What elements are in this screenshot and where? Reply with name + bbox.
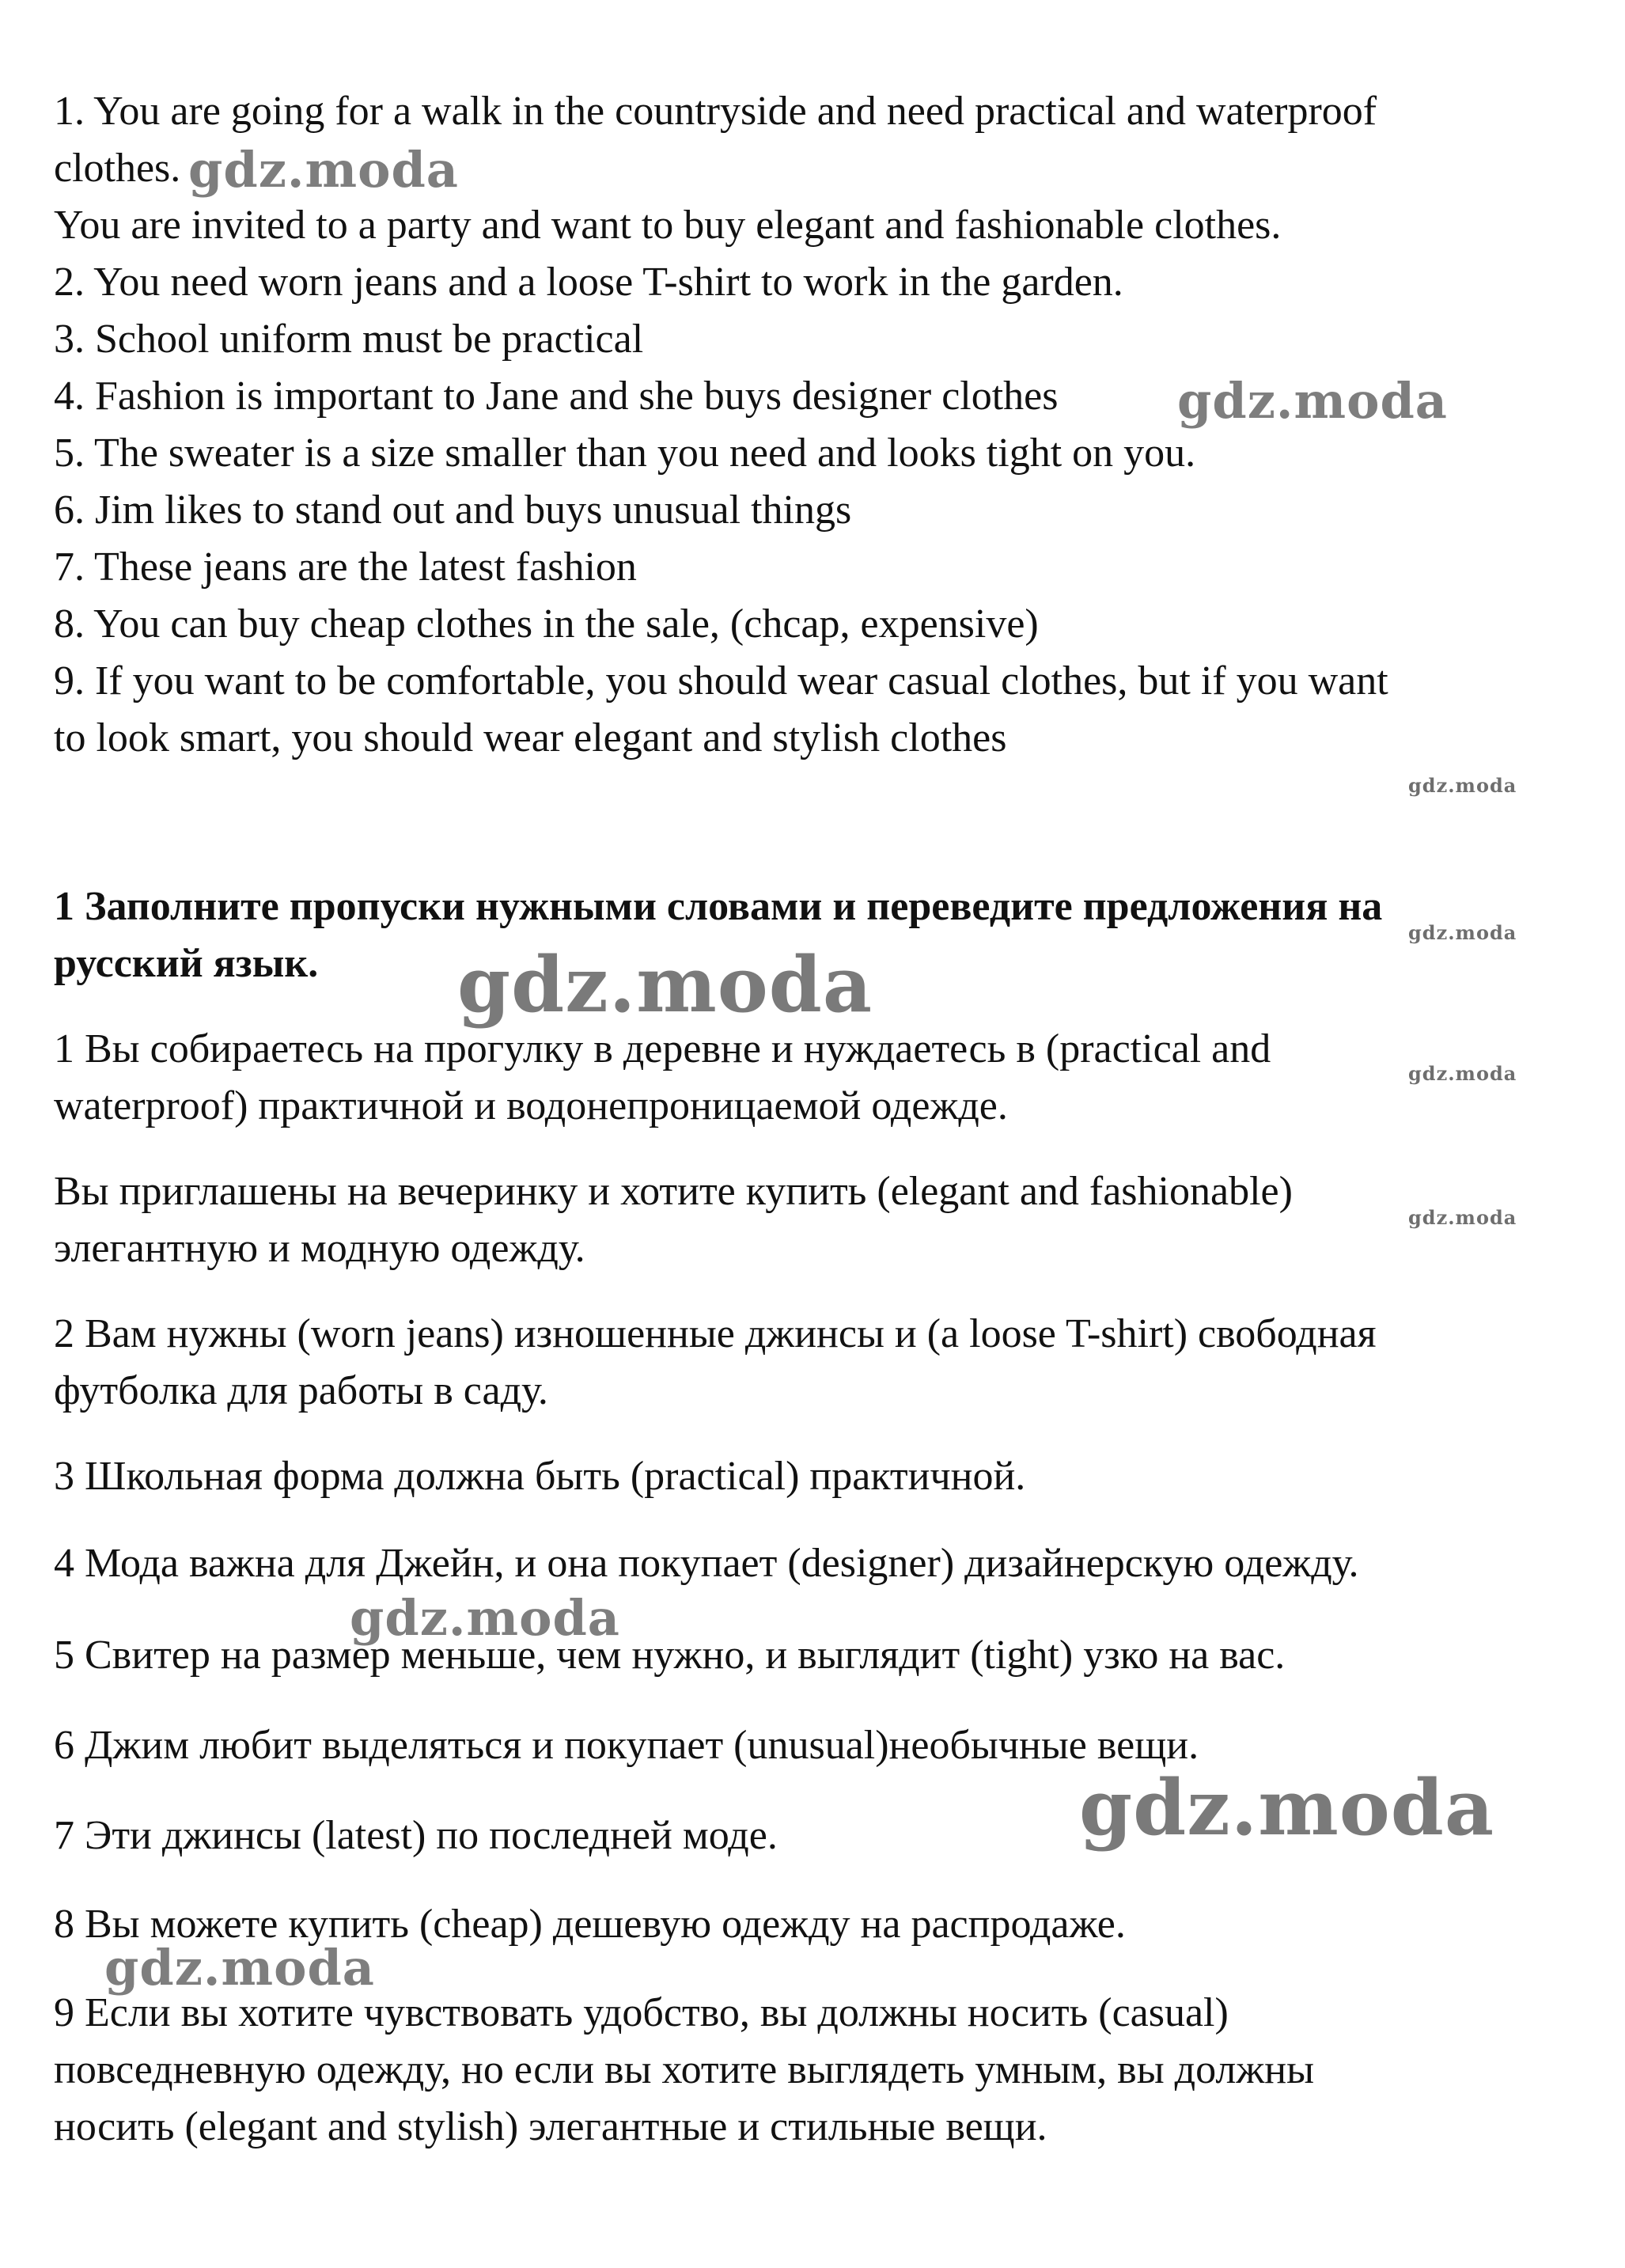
text-line-b10: 6 Джим любит выделяться и покупает (unusual)необычные вещи. (54, 1723, 1199, 1768)
watermark: gdz.moda (104, 1939, 375, 1997)
watermark: gdz.moda (1408, 1206, 1517, 1229)
watermark: gdz.moda (457, 940, 873, 1030)
text-line-b4: элегантную и модную одежду. (54, 1226, 585, 1271)
text-line-b13: 9 Если вы хотите чувствовать удобство, вы должны носить (casual) (54, 1990, 1229, 2035)
text-line-a3: You are invited to a party and want to buy elegant and fashionable clothes. (54, 203, 1282, 248)
text-line-a6: 4. Fashion is important to Jane and she buys designer clothes (54, 374, 1059, 419)
text-line-a4: 2. You need worn jeans and a loose T-shirt to work in the garden. (54, 260, 1123, 305)
text-line-b7: 3 Школьная форма должна быть (practical) практичной. (54, 1454, 1026, 1499)
watermark: gdz.moda (1408, 774, 1517, 797)
text-line-b11: 7 Эти джинсы (latest) по последней моде. (54, 1813, 778, 1858)
text-line-a1: 1. You are going for a walk in the countryside and need practical and waterproof (54, 89, 1377, 134)
text-line-a12: to look smart, you should wear elegant and stylish clothes (54, 715, 1007, 760)
text-line-b1: 1 Вы собираетесь на прогулку в деревне и нуждаетесь в (practical and (54, 1026, 1271, 1071)
watermark: gdz.moda (1408, 1062, 1517, 1085)
text-line-a8: 6. Jim likes to stand out and buys unusual things (54, 487, 852, 533)
text-line-a5: 3. School uniform must be practical (54, 317, 644, 362)
text-line-b15: носить (elegant and stylish) элегантные и стильные вещи. (54, 2104, 1047, 2149)
text-line-b12: 8 Вы можете купить (cheap) дешевую одежду на распродаже. (54, 1902, 1126, 1947)
text-line-b9: 5 Свитер на размер меньше, чем нужно, и выглядит (tight) узко на вас. (54, 1633, 1286, 1678)
watermark: gdz.moda (1177, 372, 1448, 430)
text-line-b6: футболка для работы в саду. (54, 1368, 548, 1413)
watermark: gdz.moda (1408, 921, 1517, 944)
text-line-b3: Вы приглашены на вечеринку и хотите купить (elegant and fashionable) (54, 1169, 1293, 1214)
task-heading-line-1: 1 Заполните пропуски нужными словами и переведите предложения на (54, 884, 1383, 929)
watermark: gdz.moda (1079, 1763, 1495, 1853)
text-line-b5: 2 Вам нужны (worn jeans) изношенные джинсы и (a loose T-shirt) свободная (54, 1311, 1377, 1356)
watermark: gdz.moda (188, 141, 459, 199)
text-line-b14: повседневную одежду, но если вы хотите выглядеть умным, вы должны (54, 2047, 1315, 2092)
text-line-b2: waterproof) практичной и водонепроницаемой одежде. (54, 1083, 1008, 1128)
text-line-a2: clothes. (54, 146, 181, 191)
task-heading-line-2: русский язык. (54, 941, 319, 986)
text-line-b8: 4 Мода важна для Джейн, и она покупает (designer) дизайнерскую одежду. (54, 1541, 1359, 1586)
watermark: gdz.moda (350, 1589, 620, 1647)
text-line-a9: 7. These jeans are the latest fashion (54, 544, 637, 590)
text-line-a11: 9. If you want to be comfortable, you should wear casual clothes, but if you want (54, 658, 1388, 704)
text-line-a10: 8. You can buy cheap clothes in the sale, (chcap, expensive) (54, 601, 1039, 647)
text-line-a7: 5. The sweater is a size smaller than you need and looks tight on you. (54, 430, 1196, 476)
